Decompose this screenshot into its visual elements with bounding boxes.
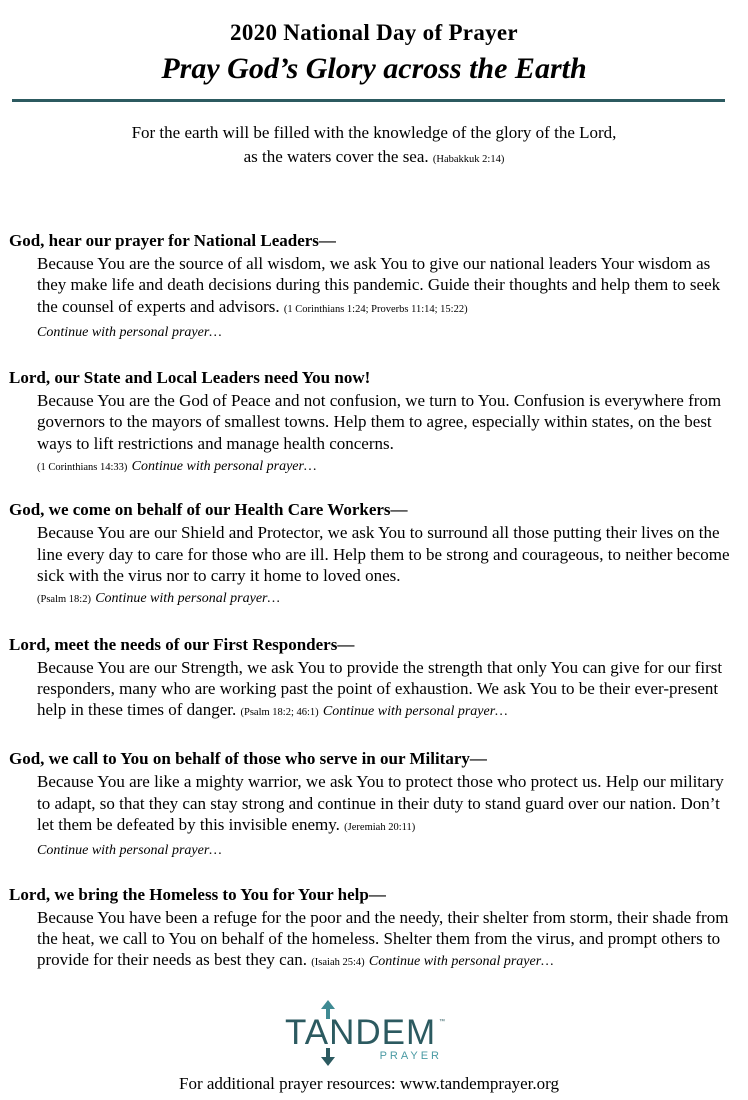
section-text: Because You are our Strength, we ask You to provide the strength that only You can give for our first responders, many who are working past the point of exhaustion. We ask You to be their ever-present help in these times of danger. [37,657,723,720]
prayer-section-military [9,747,739,861]
logo-tagline: PRAYER [379,1050,442,1062]
epigraph-line-2-text: as the waters cover the sea. [243,147,429,166]
continue-prompt: Continue with personal prayer… [95,591,280,607]
epigraph [0,121,748,172]
section-body [37,390,739,478]
continue-prompt: Continue with personal prayer… [37,843,222,859]
tandem-prayer-logo [280,998,470,1068]
section-heading: Lord, meet the needs of our First Responders— [9,634,355,654]
scripture-reference: (Psalm 18:2) [37,594,91,606]
scripture-reference: (1 Corinthians 1:24; Proverbs 11:14; 15:22) [283,303,468,315]
section-text: Because You are like a mighty warrior, we ask You to protect those who protect us. Help our military to adapt, so that they can stay strong and continue in their duty to stand guard over our nation. Don’t let them be defeated by this invisible enemy. [37,772,724,835]
section-body [37,522,739,610]
section-heading: God, we call to You on behalf of those who serve in our Military— [9,749,487,769]
section-heading: God, we come on behalf of our Health Care Workers— [9,500,408,520]
section-body [37,907,739,974]
prayer-section-homeless [9,883,739,974]
continue-prompt: Continue with personal prayer… [37,324,222,340]
scripture-reference: (Jeremiah 20:11) [344,822,416,834]
section-heading: God, hear our prayer for National Leaders— [9,231,336,250]
section-text: Because You are the God of Peace and not confusion, we turn to You. Confusion is everywhere from governors to the mayors of smallest towns. Help them to agree, especially within states, on the best ways to lift restrictions and manage health concerns. [37,391,722,453]
continue-prompt: Continue with personal prayer… [322,704,508,720]
logo-trademark: ™ [439,1019,445,1025]
logo-wordmark: TANDEM [285,1013,437,1052]
section-heading: Lord, our State and Local Leaders need You now! [9,368,371,388]
prayer-section-health-care-workers [9,498,739,610]
scripture-reference: (1 Corinthians 14:33) [37,462,128,474]
epigraph-reference: (Habakkuk 2:14) [432,154,505,165]
footer-resources: For additional prayer resources: www.tandemprayer.org [178,1074,560,1093]
section-body [37,657,739,724]
prayer-sections [9,229,739,996]
section-text: Because You have been a refuge for the poor and the needy, their shelter from storm, their shade from the heat, we call to You on behalf of the homeless. Shelter them from the virus, and prompt others to provide for their needs as best they can. [37,907,729,970]
section-heading: Lord, we bring the Homeless to You for Your help— [9,884,386,904]
section-body [37,253,739,343]
prayer-section-national-leaders [9,229,739,343]
continue-prompt: Continue with personal prayer… [131,459,317,475]
prayer-section-state-local-leaders [9,366,739,478]
header-divider [12,99,725,102]
document-title: 2020 National Day of Prayer [230,20,518,45]
epigraph-line-1: For the earth will be filled with the knowledge of the glory of the Lord, [131,123,617,142]
continue-prompt: Continue with personal prayer… [368,954,554,970]
section-body [37,771,739,861]
section-text: Because You are our Shield and Protector, we ask You to surround all those putting their lives on the line every day to care for those who are ill. Help them to be strong and courageous, to neither become sick with the virus nor to carry it home to loved ones. [37,523,730,585]
prayer-section-first-responders [9,633,739,724]
document-subtitle: Pray God’s Glory across the Earth [161,52,587,85]
scripture-reference: (Psalm 18:2; 46:1) [240,707,319,719]
section-text: Because You are the source of all wisdom, we ask You to give our national leaders Your wisdom as they make life and death decisions during this pandemic. Guide their thoughts and help them to seek the counsel of experts and advisors. [37,254,721,316]
epigraph-line-2 [0,145,748,172]
document-header [0,18,748,88]
scripture-reference: (Isaiah 25:4) [311,957,365,969]
tandem-logo-graphic [280,998,470,1068]
